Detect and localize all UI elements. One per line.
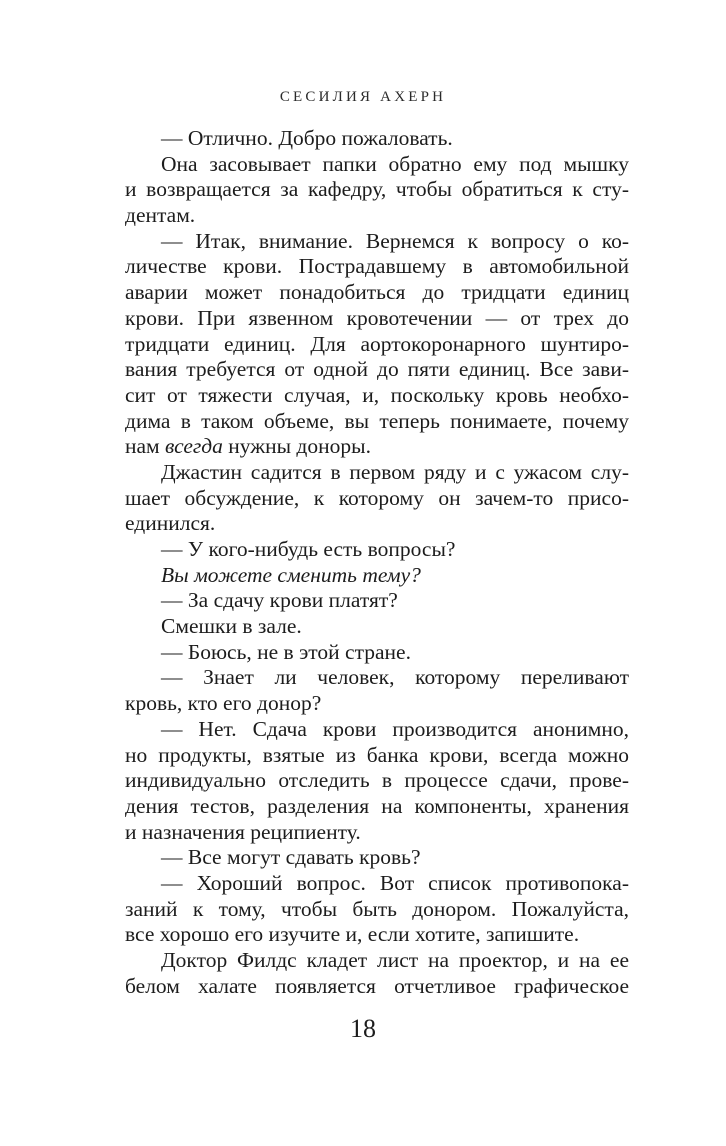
- text-line: Доктор Филдс кладет лист на проектор, и на ее: [161, 948, 629, 972]
- text-line: — Нет. Сдача крови производится анонимно,: [161, 716, 629, 741]
- text-line: шает обсуждение, к которому он зачем-то присо-: [125, 485, 629, 510]
- body-text: [125, 126, 629, 999]
- text-line: Смешки в зале.: [161, 614, 302, 639]
- text-line: вания требуется от одной до пяти единиц. Все зави-: [125, 357, 629, 382]
- text-line: — Боюсь, не в этой стране.: [161, 639, 411, 664]
- text-segment: нужны доноры.: [222, 434, 371, 459]
- text-line: — Итак, внимание. Вернемся к вопросу о ко-: [161, 228, 629, 253]
- text-segment: нам: [125, 434, 166, 459]
- text-line: но продукты, взятые из банка крови, всегда можно: [125, 742, 629, 767]
- running-head: СЕСИЛИЯ АХЕРН: [279, 89, 447, 105]
- text-line: единился.: [125, 511, 216, 536]
- text-line: дима в таком объеме, вы теперь понимаете, почему: [125, 408, 629, 433]
- text-line: личестве крови. Пострадавшему в автомобильной: [125, 254, 629, 279]
- text-line: тридцати единиц. Для аортокоронарного шунтиро-: [125, 331, 629, 356]
- text-line: сит от тяжести случая, и, поскольку кровь необхо-: [125, 382, 629, 407]
- text-line: все хорошо его изучите и, если хотите, запишите.: [125, 922, 580, 947]
- text-line: [125, 434, 629, 460]
- text-line: дения тестов, разделения на компоненты, хранения: [125, 793, 629, 818]
- text-line: белом халате появляется отчетливое графическое: [125, 973, 629, 998]
- text-line: — Отлично. Добро пожаловать.: [161, 126, 453, 150]
- page-number: 18: [350, 1014, 376, 1043]
- text-line: — У кого-нибудь есть вопросы?: [161, 537, 456, 561]
- text-line: аварии может понадобиться до тридцати единиц: [125, 280, 629, 305]
- text-line: и назначения реципиенту.: [125, 819, 361, 844]
- text-line: дентам.: [125, 203, 196, 228]
- text-line: — За сдачу крови платят?: [161, 588, 398, 613]
- text-line: заний к тому, чтобы быть донором. Пожалуйста,: [125, 896, 629, 921]
- text-line: — Знает ли человек, которому переливают: [161, 665, 629, 690]
- text-line: — Хороший вопрос. Вот список противопока-: [161, 870, 629, 895]
- text-line: — Все могут сдавать кровь?: [161, 845, 421, 870]
- text-line: Она засовывает папки обратно ему под мышку: [161, 151, 629, 176]
- text-line: и возвращается за кафедру, чтобы обратиться к сту-: [125, 177, 629, 202]
- italic-thought-line: Вы можете сменить тему?: [161, 562, 421, 587]
- text-line: Джастин садится в первом ряду и с ужасом слу-: [161, 459, 629, 484]
- text-line: индивидуально отследить в процессе сдачи, прове-: [125, 768, 629, 793]
- text-line: кровь, кто его донор?: [125, 691, 322, 716]
- emphasis-text: всегда: [165, 434, 223, 459]
- text-line: крови. При язвенном кровотечении — от трех до: [125, 305, 629, 330]
